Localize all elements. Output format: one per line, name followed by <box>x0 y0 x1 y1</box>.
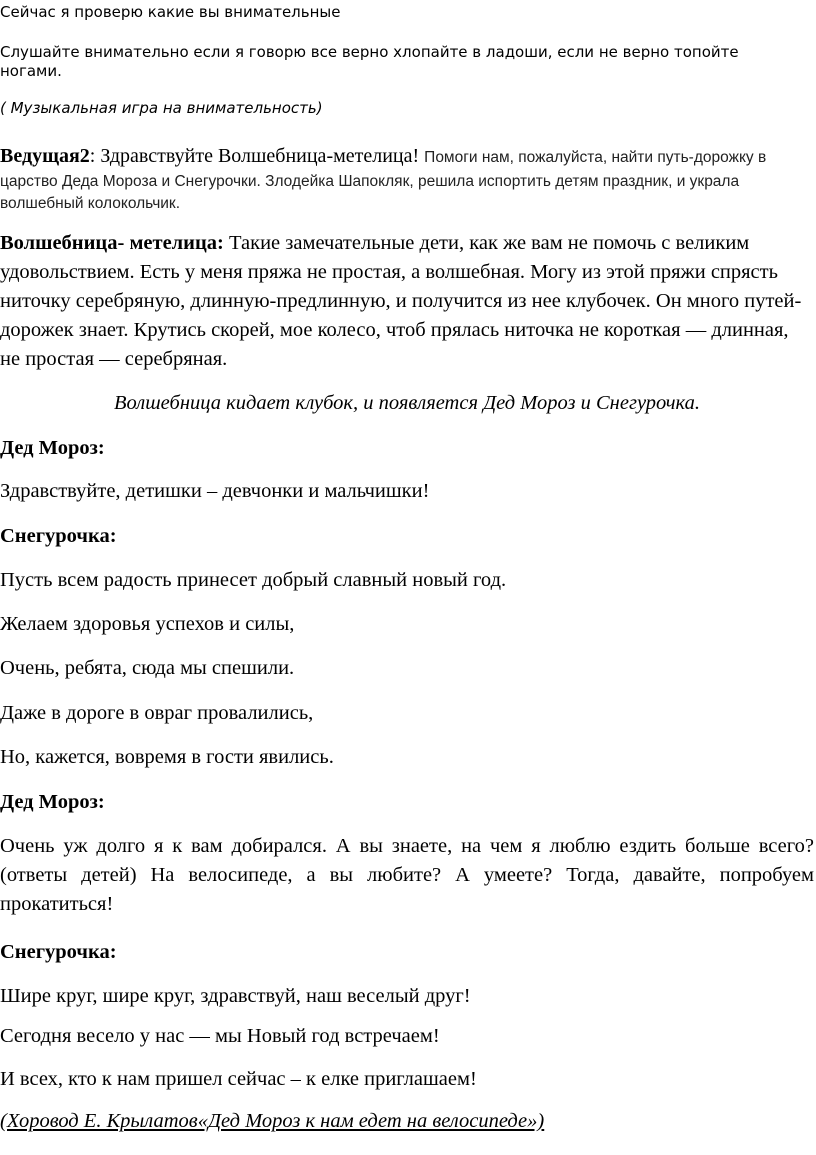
speaker-label: Ведущая2 <box>0 145 90 167</box>
game-title: ( Музыкальная игра на внимательность) <box>0 99 323 117</box>
verse-line: Шире круг, шире круг, здравствуй, наш веселый друг! <box>0 985 471 1007</box>
khorovod-note: (Хоровод Е. Крылатов«Дед Мороз к нам едет на велосипеде») <box>0 1110 545 1132</box>
ded-moroz-paragraph: Очень уж долго я к вам добирался. А вы знаете, на чем я люблю ездить больше всего? (ответы детей) На велосипеде, а вы любите? А умеете? Тогда, давайте, попробуем прокатиться! <box>0 835 814 915</box>
speaker-label: Снегурочка: <box>0 525 117 547</box>
line: Здравствуйте, детишки – девчонки и мальчишки! <box>0 480 430 502</box>
speaker-label: Снегурочка: <box>0 941 117 963</box>
verse-line: Очень, ребята, сюда мы спешили. <box>0 657 295 679</box>
verse-line: Сегодня весело у нас — мы Новый год встречаем! <box>0 1025 440 1047</box>
volshebnitsa-paragraph <box>0 229 810 374</box>
speaker-label: Волшебница- метелица: <box>0 232 224 254</box>
speaker-label: Дед Мороз: <box>0 437 105 459</box>
verse-line: Даже в дороге в овраг провалились, <box>0 702 314 724</box>
vedushchaya-paragraph <box>0 142 816 215</box>
greeting: Здравствуйте Волшебница-метелица! <box>100 145 425 167</box>
volshebnitsa-text: Такие замечательные дети, как же вам не помочь с великим удовольствием. Есть у меня пряжа не простая, а волшебная. Могу из этой пряжи спрясть ниточку серебряную, длинную-предлинную, и получится из нее клубочек. Он много путей-дорожек знает. Крутись скорей, мое колесо, чтоб прялась ниточка не короткая — длинная, не простая — серебряная. <box>0 232 802 370</box>
stage-direction: Волшебница кидает клубок, и появляется Дед Мороз и Снегурочка. <box>114 392 700 414</box>
vedushchaya-text: Помоги нам, пожалуйста, найти путь-дорожку в царство Деда Мороза и Снегурочки. Злодейка Шапокляк, решила испортить детям праздник, и украла волшебный колокольчик. <box>0 149 767 212</box>
verse-line: Желаем здоровья успехов и силы, <box>0 613 295 635</box>
intro-line: Сейчас я проверю какие вы внимательные <box>0 3 341 21</box>
verse-line: Пусть всем радость принесет добрый славный новый год. <box>0 569 507 591</box>
verse-line: И всех, кто к нам пришел сейчас – к елке приглашаем! <box>0 1068 477 1090</box>
speaker-label: Дед Мороз: <box>0 791 105 813</box>
colon: : <box>89 145 101 167</box>
verse-line: Но, кажется, вовремя в гости явились. <box>0 746 334 768</box>
intro-instruction: Слушайте внимательно если я говорю все верно хлопайте в ладоши, если не верно топойте ногами. <box>0 43 739 80</box>
